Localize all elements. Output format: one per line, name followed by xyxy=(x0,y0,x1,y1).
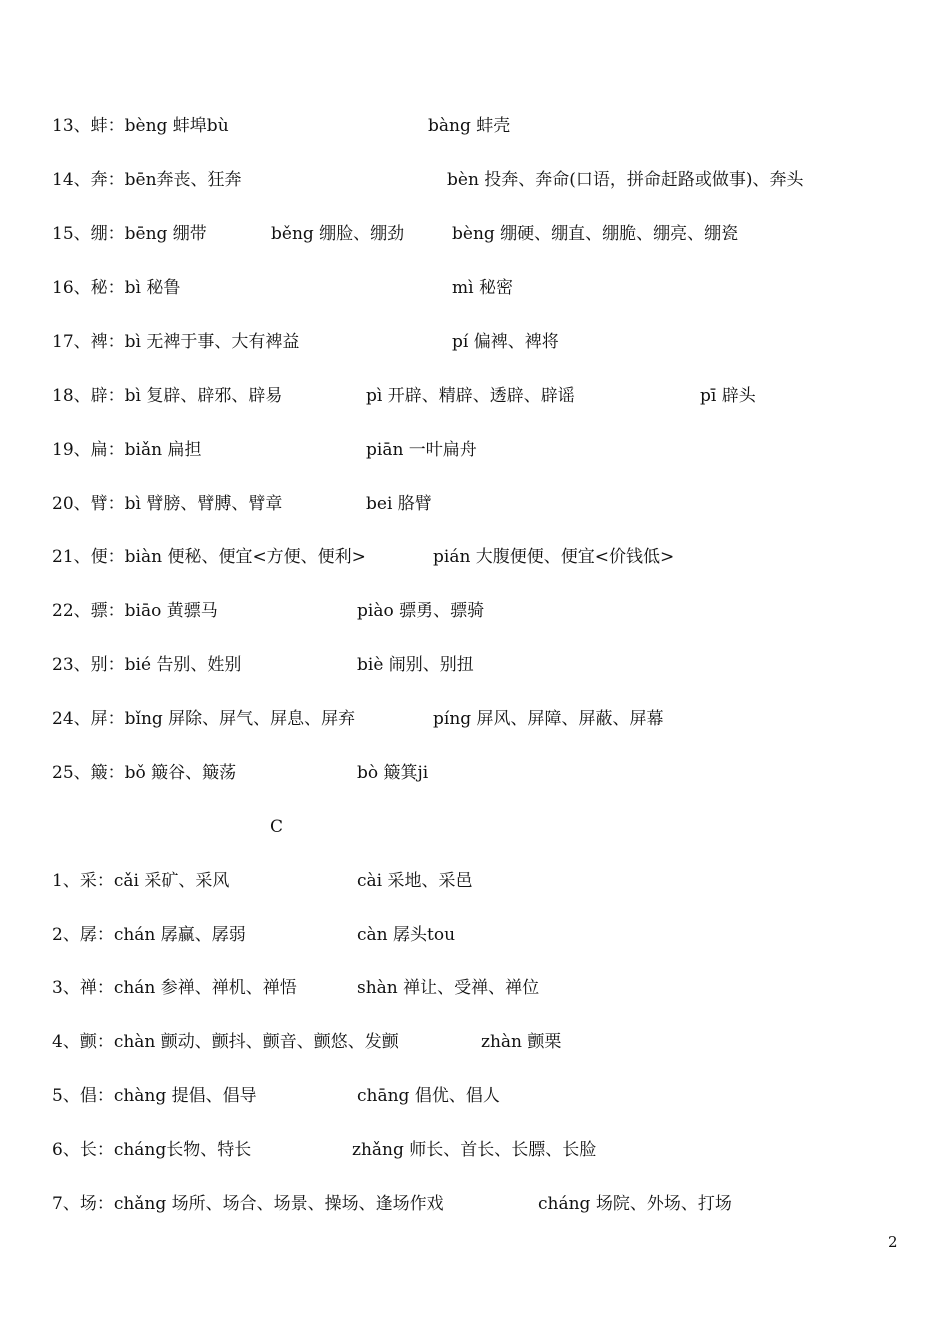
entry-alternate-reading: bèn 投奔、奔命(口语，拼命赶路或做事)、奔头 xyxy=(447,170,804,190)
entry-c-3 xyxy=(0,974,950,1002)
entry-c-1 xyxy=(0,867,950,895)
entry-alternate-reading: piào 骠勇、骠骑 xyxy=(357,601,485,621)
entry-alternate-reading: mì 秘密 xyxy=(452,278,513,298)
entry-primary-reading: 22、骠：biāo 黄骠马 xyxy=(52,601,218,621)
entry-primary-reading: 17、裨：bì 无裨于事、大有裨益 xyxy=(52,332,300,352)
entry-13 xyxy=(0,112,950,140)
entry-alternate-reading: biè 闹别、别扭 xyxy=(357,655,474,675)
entry-20 xyxy=(0,490,950,518)
entry-16 xyxy=(0,274,950,302)
entry-23 xyxy=(0,651,950,679)
entry-primary-reading: 20、臂：bì 臂膀、臂膊、臂章 xyxy=(52,494,283,514)
entry-c-6 xyxy=(0,1136,950,1164)
entry-alternate-reading: píng 屏风、屏障、屏蔽、屏幕 xyxy=(433,709,664,729)
entry-alternate-reading: bèng 绷硬、绷直、绷脆、绷亮、绷瓷 xyxy=(452,224,739,244)
entry-alternate-reading: cài 采地、采邑 xyxy=(357,871,473,891)
entry-alternate-reading: běng 绷脸、绷劲 xyxy=(271,224,405,244)
entry-21 xyxy=(0,543,950,571)
entry-14 xyxy=(0,166,950,194)
entry-22 xyxy=(0,597,950,625)
entry-18 xyxy=(0,382,950,410)
entry-alternate-reading: bàng 蚌壳 xyxy=(428,116,511,136)
entry-primary-reading: 19、扁：biǎn 扁担 xyxy=(52,440,202,460)
entry-alternate-reading: càn 孱头tou xyxy=(357,925,456,945)
entry-primary-reading: 21、便：biàn 便秘、便宜<方便、便利> xyxy=(52,547,366,567)
entry-primary-reading: 4、颤：chàn 颤动、颤抖、颤音、颤悠、发颤 xyxy=(52,1032,399,1052)
entry-alternate-reading: chāng 倡优、倡人 xyxy=(357,1086,500,1106)
entry-primary-reading: 25、簸：bǒ 簸谷、簸荡 xyxy=(52,763,237,783)
entry-primary-reading: 7、场：chǎng 场所、场合、场景、操场、逢场作戏 xyxy=(52,1194,444,1214)
entry-primary-reading: 13、蚌：bèng 蚌埠bù xyxy=(52,116,229,136)
entry-primary-reading: 5、倡：chàng 提倡、倡导 xyxy=(52,1086,257,1106)
entry-alternate-reading: zhǎng 师长、首长、长膘、长脸 xyxy=(352,1140,597,1160)
entry-primary-reading: 23、别：bié 告别、姓别 xyxy=(52,655,242,675)
entry-primary-reading: 6、长：cháng长物、特长 xyxy=(52,1140,252,1160)
entry-primary-reading: 24、屏：bǐng 屏除、屏气、屏息、屏弃 xyxy=(52,709,356,729)
entry-primary-reading: 15、绷：bēng 绷带 xyxy=(52,224,207,244)
entry-15 xyxy=(0,220,950,248)
entry-alternate-reading: bò 簸箕ji xyxy=(357,763,429,783)
entry-primary-reading: 3、禅：chán 参禅、禅机、禅悟 xyxy=(52,978,297,998)
entry-c-7 xyxy=(0,1190,950,1218)
entry-alternate-reading: pì 开辟、精辟、透辟、辟谣 xyxy=(366,386,575,406)
entry-c-2 xyxy=(0,921,950,949)
entry-c-4 xyxy=(0,1028,950,1056)
entry-19 xyxy=(0,436,950,464)
entry-primary-reading: 2、孱：chán 孱赢、孱弱 xyxy=(52,925,246,945)
entry-alternate-reading: bei 胳臂 xyxy=(366,494,432,514)
entry-alternate-reading: shàn 禅让、受禅、禅位 xyxy=(357,978,540,998)
entry-alternate-reading: pí 偏裨、裨将 xyxy=(452,332,559,352)
entry-c-5 xyxy=(0,1082,950,1110)
entry-alternate-reading: pī 辟头 xyxy=(700,386,756,406)
entry-alternate-reading: piān 一叶扁舟 xyxy=(366,440,477,460)
entry-17 xyxy=(0,328,950,356)
entry-primary-reading: 1、采：cǎi 采矿、采风 xyxy=(52,871,230,891)
entry-primary-reading: 18、辟：bì 复辟、辟邪、辟易 xyxy=(52,386,283,406)
entry-25 xyxy=(0,759,950,787)
entry-primary-reading: 16、秘：bì 秘鲁 xyxy=(52,278,181,298)
page-number: 2 xyxy=(888,1233,898,1251)
section-heading-c: C xyxy=(270,817,284,837)
entry-alternate-reading: zhàn 颤栗 xyxy=(481,1032,562,1052)
entry-primary-reading: 14、奔：bēn奔丧、狂奔 xyxy=(52,170,242,190)
entry-alternate-reading: pián 大腹便便、便宜<价钱低> xyxy=(433,547,675,567)
entry-24 xyxy=(0,705,950,733)
entry-alternate-reading: cháng 场院、外场、打场 xyxy=(538,1194,732,1214)
